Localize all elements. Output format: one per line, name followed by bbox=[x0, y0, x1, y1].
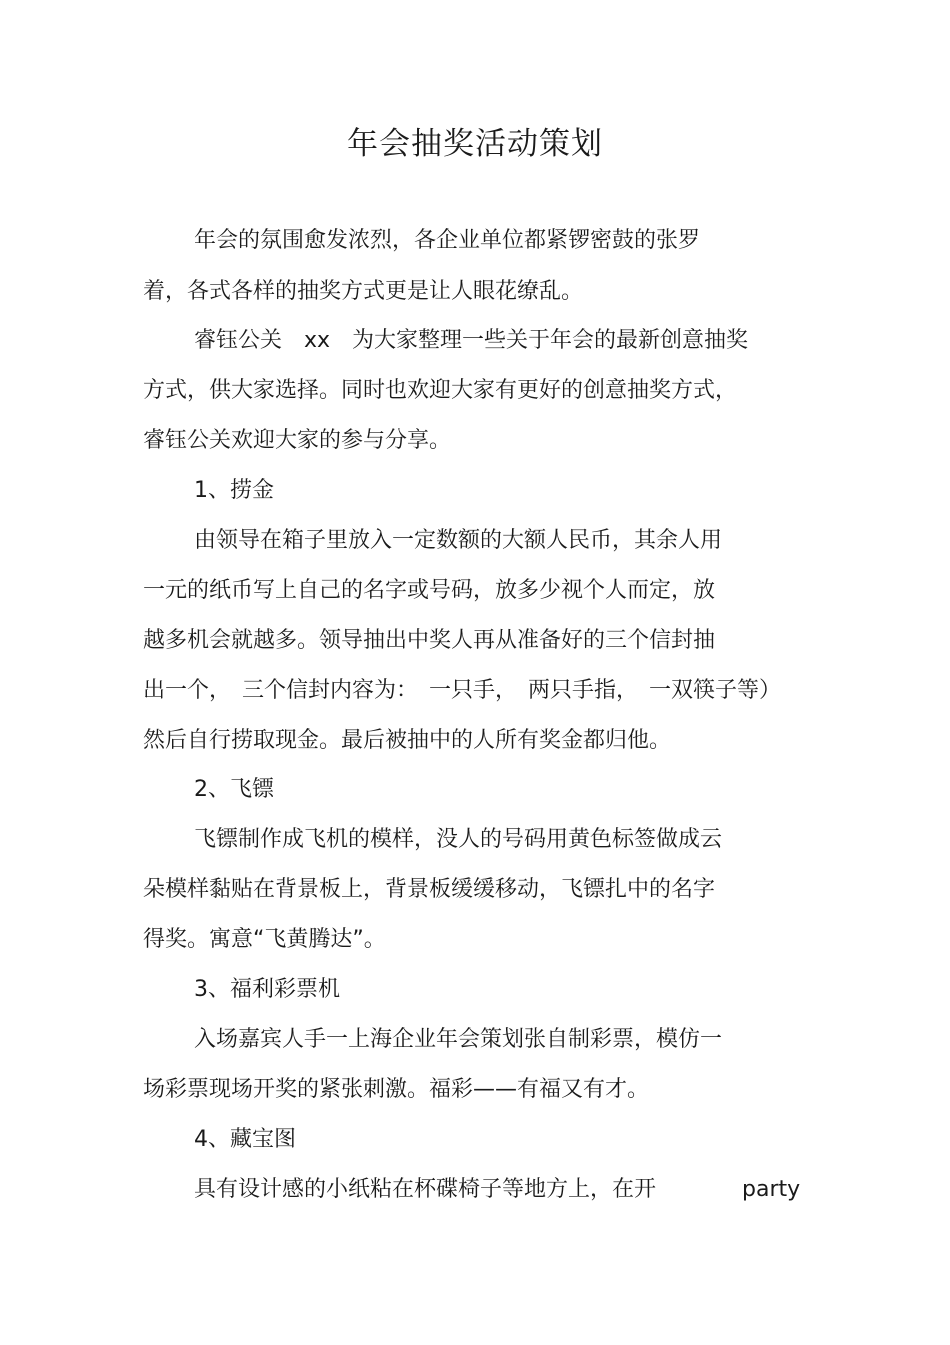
paragraph-line: 着，各式各样的抽奖方式更是让人眼花缭乱。 bbox=[143, 279, 584, 304]
section-line: 场彩票现场开奖的紧张刺激。福彩——有福又有才。 bbox=[143, 1077, 650, 1102]
section-line: 飞镖制作成飞机的模样，没人的号码用黄色标签做成云 bbox=[194, 827, 723, 852]
section-line: 越多机会就越多。领导抽出中奖人再从准备好的三个信封抽 bbox=[143, 628, 716, 653]
document-title: 年会抽奖活动策划 bbox=[347, 126, 603, 162]
section-line: 具有设计感的小纸粘在杯碟椅子等地方上，在开 bbox=[194, 1177, 657, 1202]
section-heading: 4、藏宝图 bbox=[194, 1127, 296, 1152]
section-line: 入场嘉宾人手一上海企业年会策划张自制彩票，模仿一 bbox=[194, 1027, 723, 1052]
section-line: 一元的纸币写上自己的名字或号码，放多少视个人而定，放 bbox=[143, 578, 716, 603]
paragraph-line: 方式，供大家选择。同时也欢迎大家有更好的创意抽奖方式， bbox=[143, 378, 738, 403]
section-heading: 1、捞金 bbox=[194, 478, 274, 503]
paragraph-line: 睿钰公关欢迎大家的参与分享。 bbox=[143, 428, 452, 453]
section-line-trailing-word: party bbox=[742, 1177, 801, 1202]
section-line: 然后自行捞取现金。最后被抽中的人所有奖金都归他。 bbox=[143, 728, 672, 753]
paragraph-line: 睿钰公关 xx 为大家整理一些关于年会的最新创意抽奖 bbox=[194, 328, 749, 353]
section-heading: 2、飞镖 bbox=[194, 777, 274, 802]
paragraph-line: 年会的氛围愈发浓烈，各企业单位都紧锣密鼓的张罗 bbox=[194, 228, 701, 253]
section-heading: 3、福利彩票机 bbox=[194, 977, 340, 1002]
section-line: 朵模样黏贴在背景板上，背景板缓缓移动，飞镖扎中的名字 bbox=[143, 877, 716, 902]
section-line: 得奖。寓意“飞黄腾达”。 bbox=[143, 927, 386, 952]
section-line: 由领导在箱子里放入一定数额的大额人民币，其余人用 bbox=[194, 528, 723, 553]
section-line: 出一个， 三个信封内容为： 一只手， 两只手指， 一双筷子等） bbox=[143, 678, 782, 703]
